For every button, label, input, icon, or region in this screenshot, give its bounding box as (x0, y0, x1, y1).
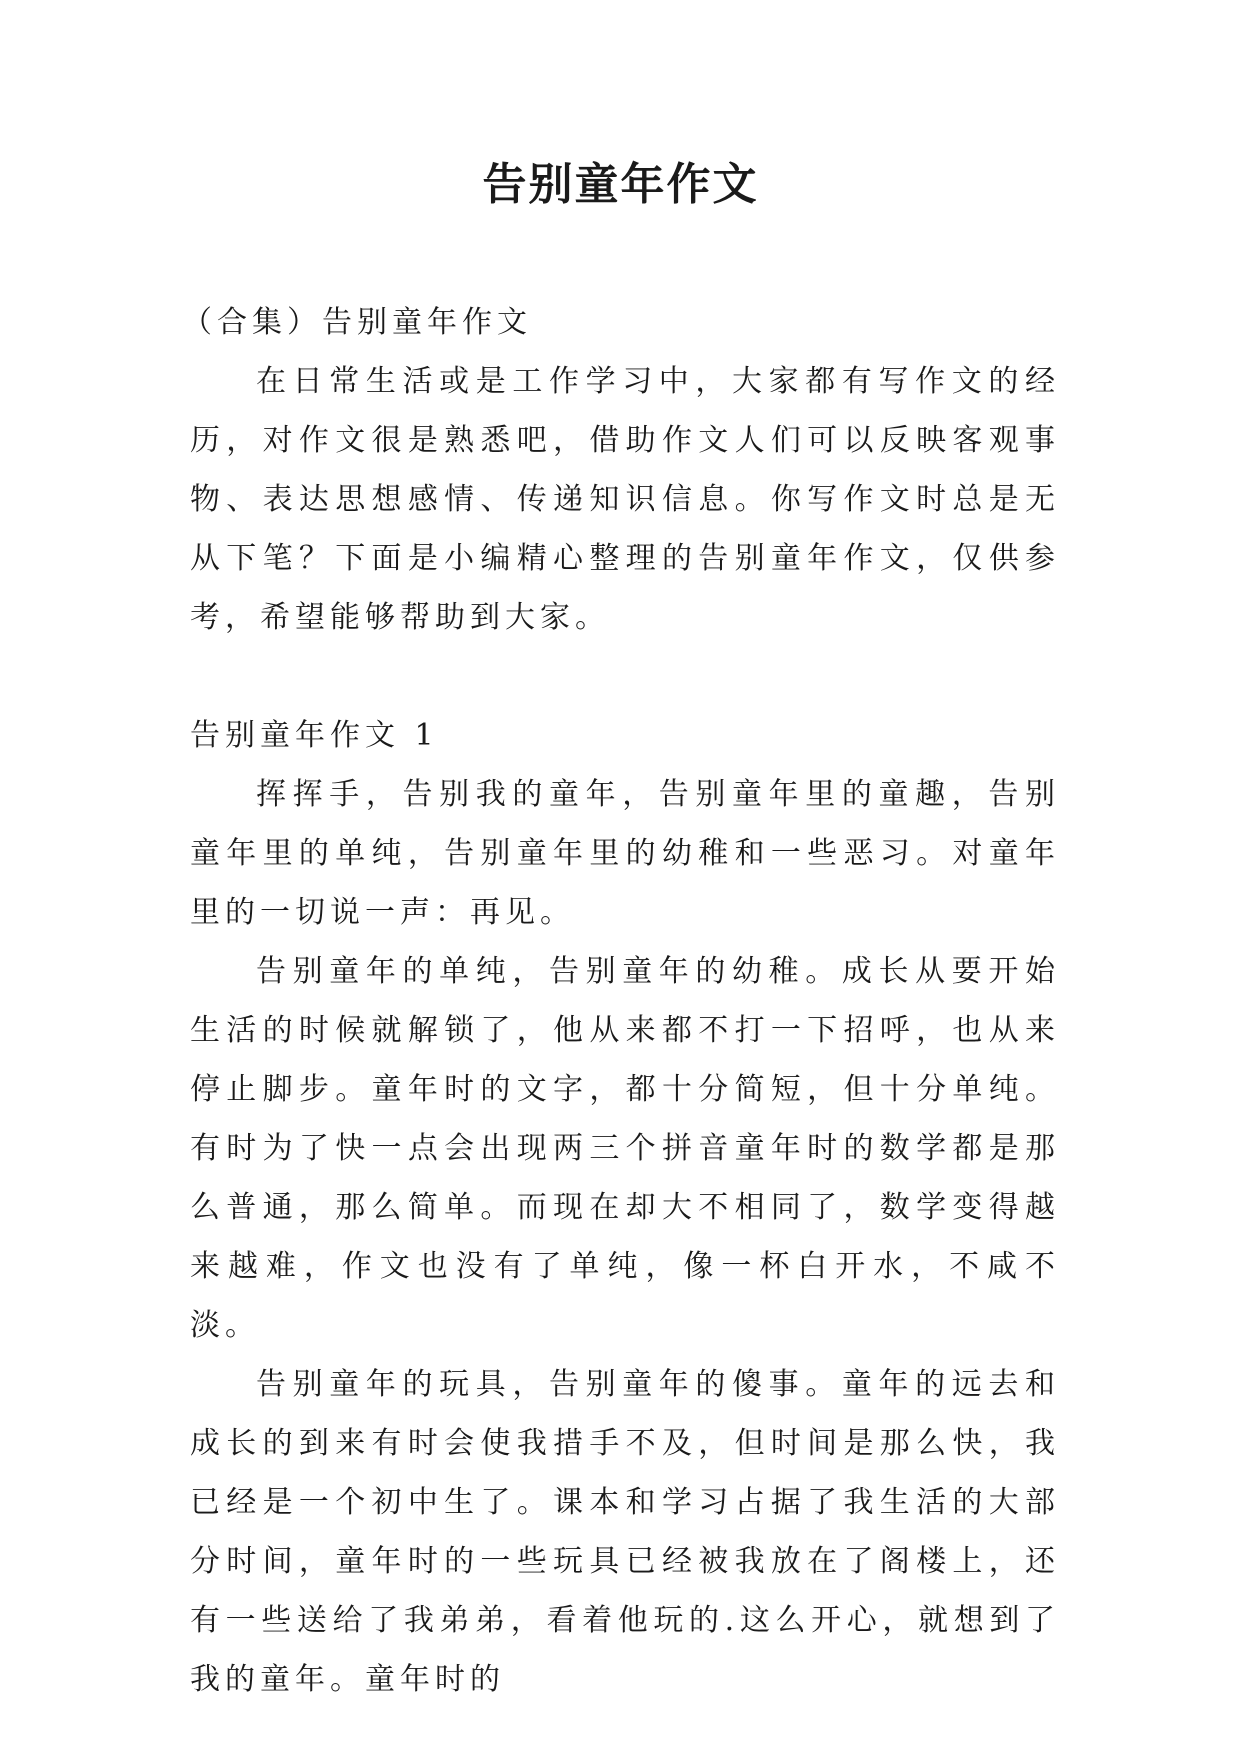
document-subtitle: （合集）告别童年作文 (182, 305, 532, 340)
section-heading: 告别童年作文 1 (190, 718, 439, 753)
document-title: 告别童年作文 (482, 159, 759, 210)
body-paragraph: 告别童年的玩具，告别童年的傻事。童年的远去和成长的到来有时会使我措手不及，但时间是那么快，我已经是一个初中生了。课本和学习占据了我生活的大部分时间，童年时的一些玩具已经被我放在了阁楼上，还有一些送给了我弟弟，看着他玩的.这么开心，就想到了我的童年。童年时的 (190, 1367, 1060, 1697)
intro-paragraph: 在日常生活或是工作学习中，大家都有写作文的经历，对作文很是熟悉吧，借助作文人们可以反映客观事物、表达思想感情、传递知识信息。你写作文时总是无从下笔？下面是小编精心整理的告别童年作文，仅供参考，希望能够帮助到大家。 (190, 364, 1060, 635)
document-body (182, 293, 1060, 1709)
body-paragraph: 挥挥手，告别我的童年，告别童年里的童趣，告别童年里的单纯，告别童年里的幼稚和一些恶习。对童年里的一切说一声：再见。 (190, 777, 1060, 930)
body-paragraph: 告别童年的单纯，告别童年的幼稚。成长从要开始生活的时候就解锁了，他从来都不打一下招呼，也从来停止脚步。童年时的文字，都十分简短，但十分单纯。有时为了快一点会出现两三个拼音童年时的数学都是那么普通，那么简单。而现在却大不相同了，数学变得越来越难，作文也没有了单纯，像一杯白开水，不咸不淡。 (190, 954, 1060, 1343)
